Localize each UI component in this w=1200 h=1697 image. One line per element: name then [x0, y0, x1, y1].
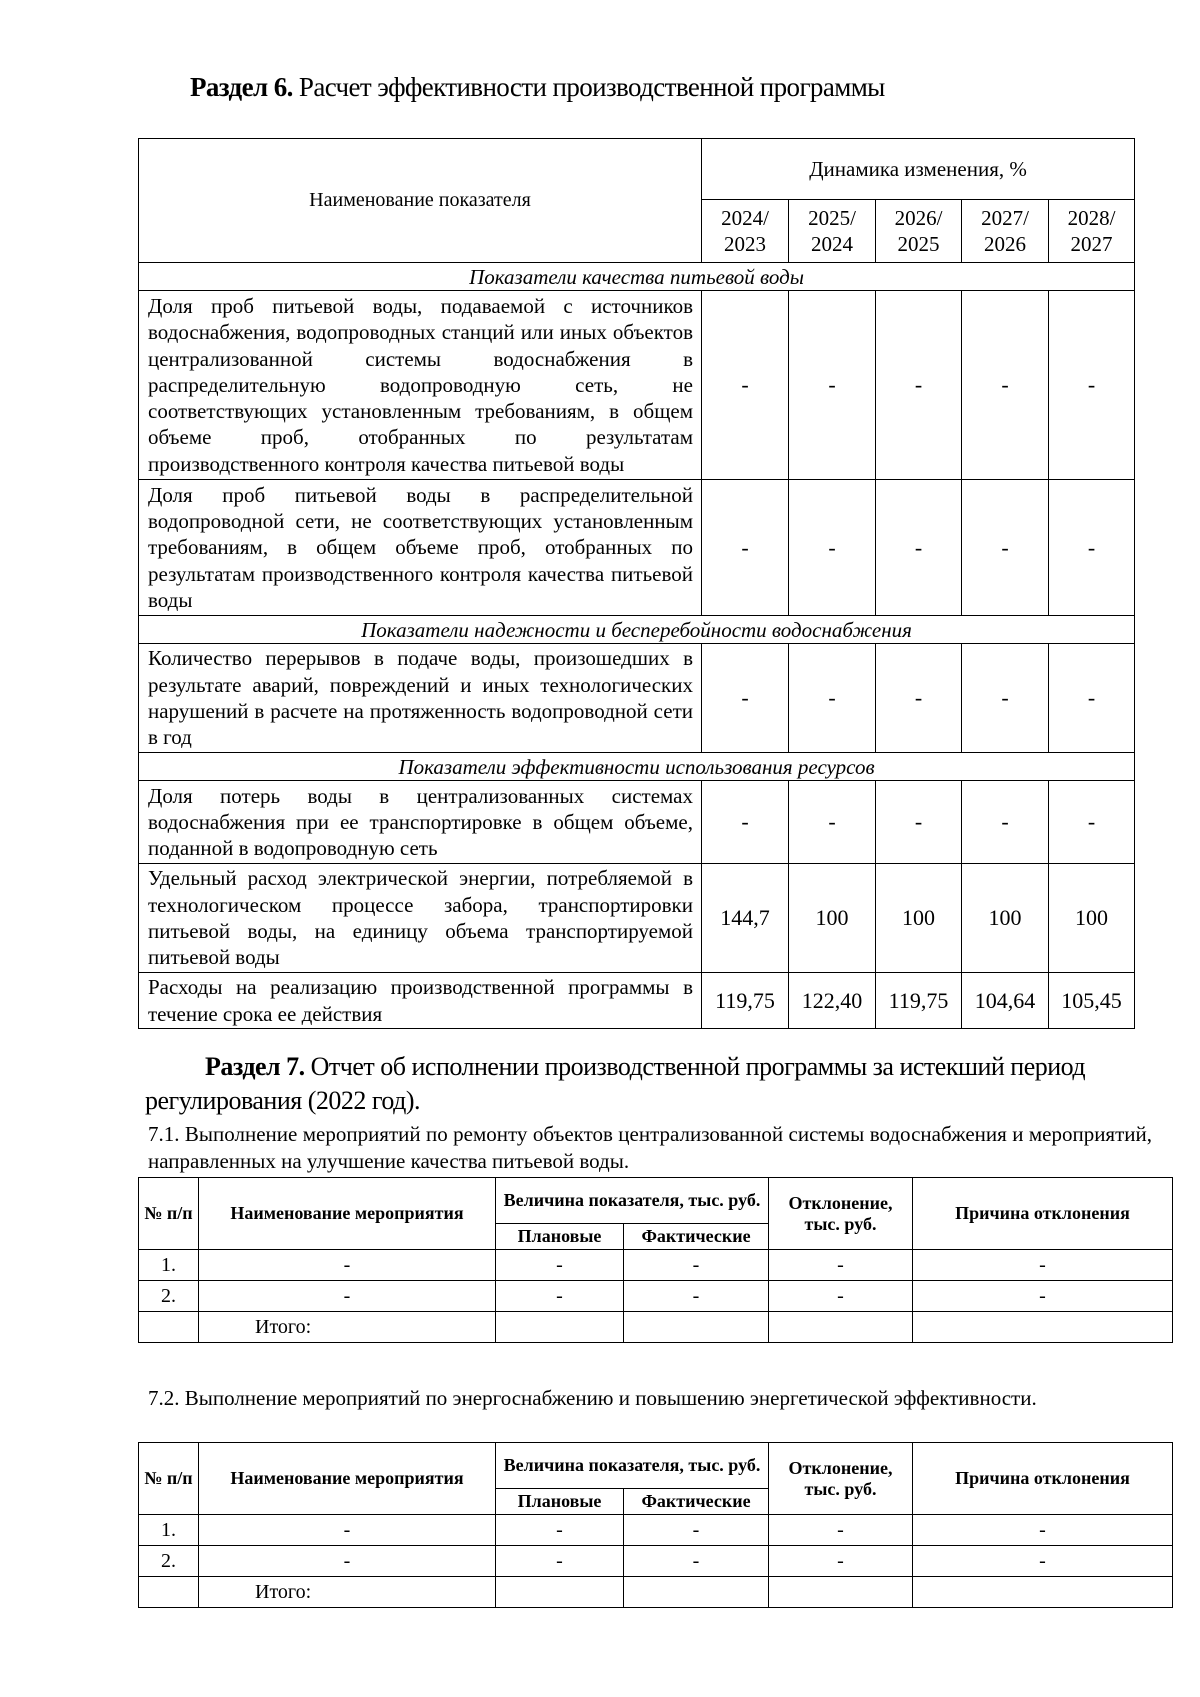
header-deviation: Отклонение, тыс. руб. — [769, 1443, 913, 1515]
header-number: № п/п — [139, 1178, 199, 1250]
indicator-name: Доля потерь воды в централизованных системах водоснабжения при ее транспортировке в общем объеме, поданной в водопроводную сеть — [139, 781, 702, 864]
indicator-value: - — [1049, 781, 1135, 864]
indicator-value: 100 — [962, 864, 1049, 973]
indicator-name: Расходы на реализацию производственной программы в течение срока ее действия — [139, 973, 702, 1029]
indicator-name: Удельный расход электрической энергии, потребляемой в технологическом процессе забора, транспортировки питьевой воды, на единицу объема транспортируемой питьевой воды — [139, 864, 702, 973]
header-value: Величина показателя, тыс. руб. — [496, 1178, 769, 1224]
indicator-value: - — [789, 291, 876, 480]
total-label: Итого: — [199, 1312, 496, 1343]
row-actual: - — [624, 1250, 769, 1281]
indicator-name: Доля проб питьевой воды в распределительной водопроводной сети, не соответствующих установленным требованиям, в общем объеме проб, отобранных по результатам производственного контроля качества питьевой воды — [139, 480, 702, 616]
indicator-value: - — [876, 644, 962, 753]
section6-title-bold: Раздел 6. — [190, 72, 293, 102]
header-planned: Плановые — [496, 1224, 624, 1250]
row-number: 1. — [139, 1250, 199, 1281]
total-actual — [624, 1312, 769, 1343]
table-row — [139, 1546, 1173, 1577]
year-top: 2027/ — [981, 206, 1029, 230]
header-year — [702, 200, 789, 263]
section7-title-text: Отчет об исполнении производственной программы за истекший период регулирования (2022 год). — [145, 1052, 1086, 1115]
row-measure-name: - — [199, 1250, 496, 1281]
indicator-value: - — [789, 644, 876, 753]
indicator-name: Количество перерывов в подаче воды, произошедших в результате аварий, повреждений и иных технологических нарушений в расчете на протяженность водопроводной сети в год — [139, 644, 702, 753]
indicator-value: - — [789, 480, 876, 616]
total-deviation — [769, 1312, 913, 1343]
header-actual: Фактические — [624, 1489, 769, 1515]
indicator-name: Доля проб питьевой воды, подаваемой с источников водоснабжения, водопроводных станций или иных объектов централизованной системы водоснабжения в распределительную водопроводную сеть, не соответствующих установленным требованиям, в общем объеме проб, отобранных по результатам производственного контроля качества питьевой воды — [139, 291, 702, 480]
header-indicator-name: Наименование показателя — [139, 139, 702, 263]
indicator-value: 100 — [1049, 864, 1135, 973]
category-row: Показатели качества питьевой воды — [139, 263, 1135, 291]
header-year — [962, 200, 1049, 263]
row-planned: - — [496, 1546, 624, 1577]
indicator-value: 105,45 — [1049, 973, 1135, 1029]
category-row: Показатели надежности и бесперебойности водоснабжения — [139, 616, 1135, 644]
indicator-value: 100 — [789, 864, 876, 973]
header-measure-name: Наименование мероприятия — [199, 1178, 496, 1250]
indicator-value: - — [962, 644, 1049, 753]
section7-title-bold: Раздел 7. — [205, 1052, 305, 1081]
total-number — [139, 1577, 199, 1608]
year-bottom: 2025 — [897, 232, 940, 256]
indicator-value: - — [702, 480, 789, 616]
year-top: 2028/ — [1067, 206, 1116, 230]
subsection-7-1-text: 7.1. Выполнение мероприятий по ремонту объектов централизованной системы водоснабжения и мероприятий, направленных на улучшение качества питьевой воды. — [148, 1122, 1152, 1173]
row-deviation: - — [769, 1515, 913, 1546]
row-reason: - — [913, 1515, 1173, 1546]
indicator-value: - — [702, 291, 789, 480]
year-top: 2025/ — [808, 206, 856, 230]
year-top: 2024/ — [721, 206, 769, 230]
subsection-7-2-text: 7.2. Выполнение мероприятий по энергоснабжению и повышению энергетической эффективности. — [148, 1386, 1037, 1410]
year-bottom: 2027 — [1070, 232, 1113, 256]
indicator-value: 144,7 — [702, 864, 789, 973]
row-actual: - — [624, 1515, 769, 1546]
total-actual — [624, 1577, 769, 1608]
category-row: Показатели эффективности использования ресурсов — [139, 753, 1135, 781]
total-deviation — [769, 1577, 913, 1608]
header-measure-name: Наименование мероприятия — [199, 1443, 496, 1515]
row-deviation: - — [769, 1250, 913, 1281]
row-reason: - — [913, 1546, 1173, 1577]
section7-title — [145, 1050, 1153, 1118]
indicator-value: 122,40 — [789, 973, 876, 1029]
indicator-value: 100 — [876, 864, 962, 973]
header-number: № п/п — [139, 1443, 199, 1515]
indicator-value: - — [876, 781, 962, 864]
efficiency-table — [138, 138, 1135, 1029]
year-bottom: 2023 — [724, 232, 766, 256]
row-number: 1. — [139, 1515, 199, 1546]
row-planned: - — [496, 1250, 624, 1281]
table-row — [139, 1281, 1173, 1312]
indicator-value: 119,75 — [876, 973, 962, 1029]
total-planned — [496, 1312, 624, 1343]
section6-title — [190, 72, 885, 103]
row-reason: - — [913, 1250, 1173, 1281]
row-actual: - — [624, 1281, 769, 1312]
row-deviation: - — [769, 1281, 913, 1312]
indicator-value: 119,75 — [702, 973, 789, 1029]
total-row — [139, 1577, 1173, 1608]
header-planned: Плановые — [496, 1489, 624, 1515]
row-planned: - — [496, 1515, 624, 1546]
total-label: Итого: — [199, 1577, 496, 1608]
total-reason — [913, 1577, 1173, 1608]
year-bottom: 2024 — [811, 232, 853, 256]
year-bottom: 2026 — [984, 232, 1026, 256]
header-year — [876, 200, 962, 263]
row-number: 2. — [139, 1546, 199, 1577]
section6-title-text: Расчет эффективности производственной программы — [292, 72, 885, 102]
header-dynamics: Динамика изменения, % — [702, 139, 1135, 200]
total-row — [139, 1312, 1173, 1343]
energy-measures-table — [138, 1442, 1173, 1608]
indicator-value: - — [962, 781, 1049, 864]
row-planned: - — [496, 1281, 624, 1312]
total-number — [139, 1312, 199, 1343]
row-reason: - — [913, 1281, 1173, 1312]
indicator-value: - — [702, 644, 789, 753]
header-year — [789, 200, 876, 263]
row-measure-name: - — [199, 1281, 496, 1312]
header-value: Величина показателя, тыс. руб. — [496, 1443, 769, 1489]
table-row — [139, 1250, 1173, 1281]
repair-measures-table — [138, 1177, 1173, 1343]
indicator-value: - — [789, 781, 876, 864]
indicator-value: - — [1049, 480, 1135, 616]
indicator-value: 104,64 — [962, 973, 1049, 1029]
header-deviation: Отклонение, тыс. руб. — [769, 1178, 913, 1250]
total-reason — [913, 1312, 1173, 1343]
header-year — [1049, 200, 1135, 263]
row-number: 2. — [139, 1281, 199, 1312]
indicator-value: - — [1049, 644, 1135, 753]
row-deviation: - — [769, 1546, 913, 1577]
header-reason: Причина отклонения — [913, 1443, 1173, 1515]
header-reason: Причина отклонения — [913, 1178, 1173, 1250]
row-measure-name: - — [199, 1546, 496, 1577]
indicator-value: - — [962, 480, 1049, 616]
indicator-value: - — [1049, 291, 1135, 480]
year-top: 2026/ — [894, 206, 943, 230]
indicator-value: - — [876, 291, 962, 480]
row-measure-name: - — [199, 1515, 496, 1546]
header-actual: Фактические — [624, 1224, 769, 1250]
row-actual: - — [624, 1546, 769, 1577]
indicator-value: - — [876, 480, 962, 616]
table-row — [139, 1515, 1173, 1546]
total-planned — [496, 1577, 624, 1608]
indicator-value: - — [702, 781, 789, 864]
indicator-value: - — [962, 291, 1049, 480]
